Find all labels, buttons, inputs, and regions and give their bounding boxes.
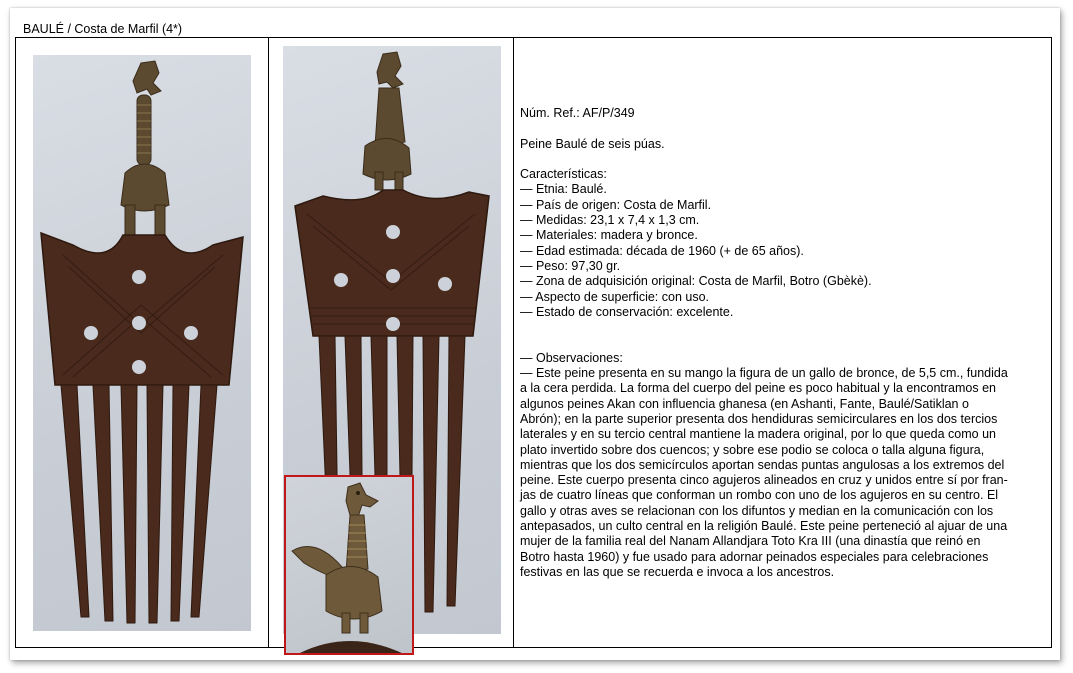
column-divider bbox=[513, 38, 514, 647]
rooster-detail-photo bbox=[284, 475, 414, 655]
object-name: Peine Baulé de seis púas. bbox=[520, 136, 665, 151]
observation-line: a la cera perdida. La forma del cuerpo del peine es poco habitual y la encontramos en bbox=[520, 381, 996, 396]
characteristic-item: — Aspecto de superficie: con uso. bbox=[520, 289, 709, 304]
comb-front-photo bbox=[33, 55, 251, 631]
observation-line: peine. Este cuerpo presenta cinco agujeros alineados en cruz y unidos entre sí por fran- bbox=[520, 473, 1008, 488]
characteristic-item: — Etnia: Baulé. bbox=[520, 182, 607, 197]
characteristic-item: — Edad estimada: década de 1960 (+ de 65 años). bbox=[520, 243, 804, 258]
observation-line: — Este peine presenta en su mango la figura de un gallo de bronce, de 5,5 cm., fundida bbox=[520, 366, 1008, 381]
characteristics-heading: Características: bbox=[520, 167, 607, 182]
characteristic-item: — Peso: 97,30 gr. bbox=[520, 258, 621, 273]
observation-line: mujer de la familia real del Nanam Allandjara Toto Kra III (una dinastía que reinó en bbox=[520, 534, 981, 549]
observation-line: laterales y en su tercio central mantiene la madera original, por lo que queda como un bbox=[520, 427, 996, 442]
observation-line: Abrón); en la parte superior presenta dos hendiduras semicirculares en los dos tercios bbox=[520, 411, 998, 426]
observation-line: antepasados, un culto central en la religión Baulé. Este peine perteneció al ajuar de una bbox=[520, 519, 1008, 534]
observation-line: festivas en las que se recuerda e invoca a los ancestros. bbox=[520, 564, 835, 579]
observation-line: algunos peines Akan con influencia ghanesa (en Ashanti, Fante, Baulé/Satiklan o bbox=[520, 396, 969, 411]
document-page bbox=[10, 8, 1060, 660]
characteristic-item: — Zona de adquisición original: Costa de Marfil, Botro (Gbèkè). bbox=[520, 274, 872, 289]
reference-number: Núm. Ref.: AF/P/349 bbox=[520, 106, 635, 120]
observation-line: mientras que los dos semicírculos aportan sendas puntas angulosas a los extremos del bbox=[520, 457, 1005, 472]
characteristic-item: — Materiales: madera y bronce. bbox=[520, 228, 698, 243]
characteristic-item: — País de origen: Costa de Marfil. bbox=[520, 197, 712, 212]
observation-line: plato invertido sobre dos cuencos; y sobre ese podio se coloca o talla alguna figura, bbox=[520, 442, 985, 457]
characteristic-item: — Medidas: 23,1 x 7,4 x 1,3 cm. bbox=[520, 213, 700, 228]
observation-line: jas de cuatro líneas que conforman un rombo con uno de los agujeros en su centro. El bbox=[520, 488, 999, 503]
observation-line: Botro hasta 1960) y fue usado para adornar peinados especiales para celebraciones bbox=[520, 549, 989, 564]
observations-heading: — Observaciones: bbox=[520, 350, 623, 365]
record-description bbox=[520, 106, 1050, 580]
document-title: BAULÉ / Costa de Marfil (4*) bbox=[23, 22, 183, 36]
characteristic-item: — Estado de conservación: excelente. bbox=[520, 304, 734, 319]
column-divider bbox=[268, 38, 269, 647]
observation-line: gallo y otras aves se relacionan con los difuntos y median en la comunicación con los bbox=[520, 503, 994, 518]
